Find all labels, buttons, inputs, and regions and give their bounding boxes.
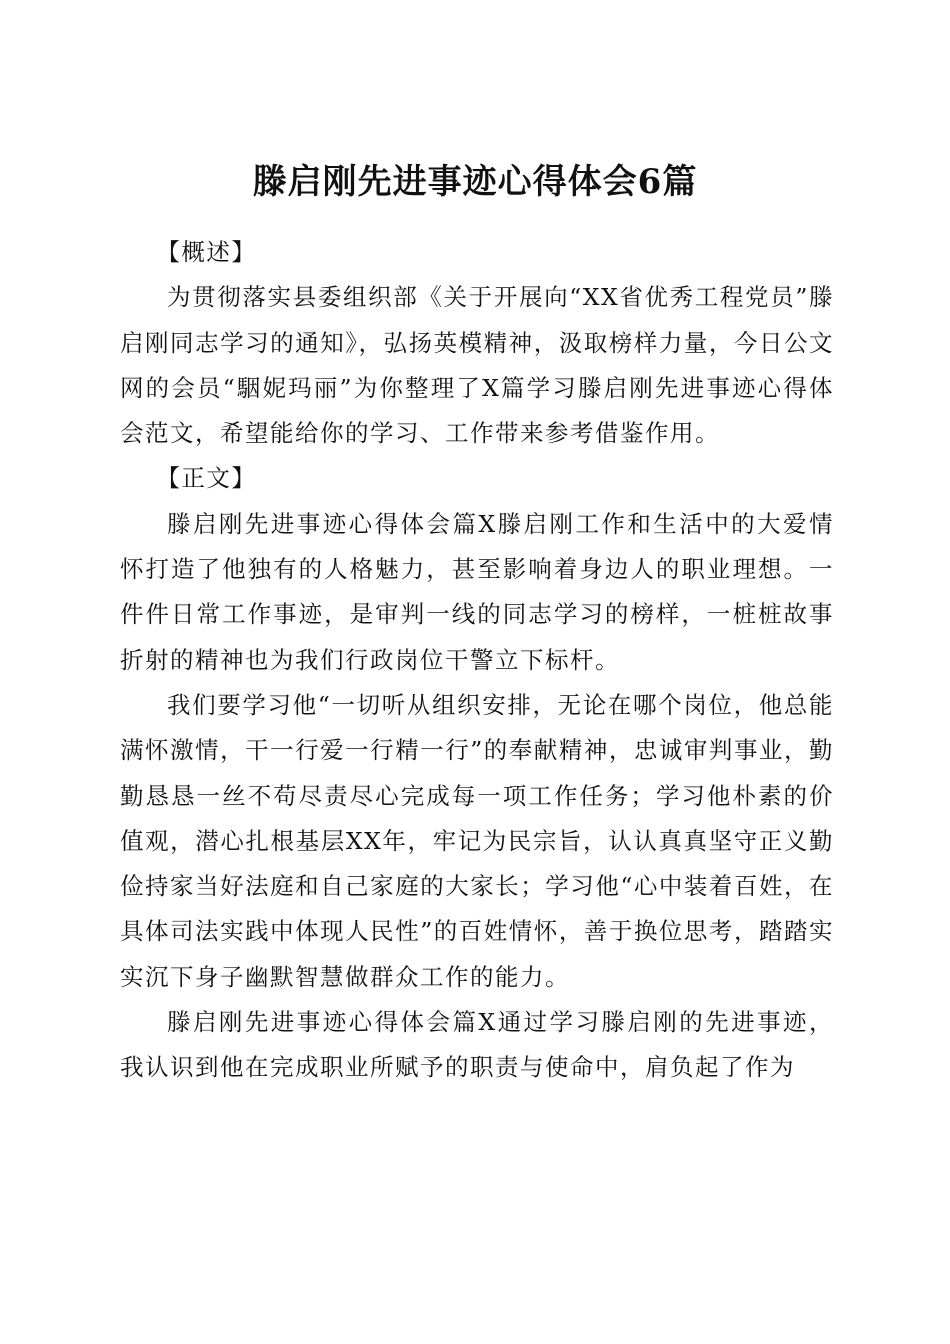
paragraph-article-1-continued: 我们要学习他“一切听从组织安排，无论在哪个岗位，他总能满怀激情，干一行爱一行精一行”的奉献精神，忠诚审判事业，勤勤恳恳一丝不苟尽责尽心完成每一项工作任务；学习他朴素的价值观，潜心扎根基层XX年，牢记为民宗旨，认认真真坚守正义勤俭持家当好法庭和自己家庭的大家长；学习他“心中装着百姓，在具体司法实践中体现人民性”的百姓情怀，善于换位思考，踏踏实实沉下身子幽默智慧做群众工作的能力。 bbox=[120, 690, 834, 991]
document-body bbox=[120, 230, 834, 1091]
paragraph-article-2: 滕启刚先进事迹心得体会篇X通过学习滕启刚的先进事迹，我认识到他在完成职业所赋予的职责与使命中，肩负起了作为 bbox=[120, 1008, 834, 1082]
section-heading-overview: 【概述】 bbox=[156, 238, 257, 266]
section-heading-main-text: 【正文】 bbox=[156, 464, 257, 493]
document-title: 滕启刚先进事迹心得体会6篇 bbox=[252, 161, 698, 202]
paragraph-overview: 为贯彻落实县委组织部《关于开展向“XX省优秀工程党员”滕启刚同志学习的通知》，弘扬英模精神，汲取榜样力量，今日公文网的会员“駰妮玛丽”为你整理了X篇学习滕启刚先进事迹心得体会范文，希望能给你的学习、工作带来参考借鉴作用。 bbox=[120, 283, 834, 448]
paragraph-article-1: 滕启刚先进事迹心得体会篇X滕启刚工作和生活中的大爱情怀打造了他独有的人格魅力，甚至影响着身边人的职业理想。一件件日常工作事迹，是审判一线的同志学习的榜样，一桩桩故事折射的精神也为我们行政岗位干警立下标杆。 bbox=[120, 509, 834, 674]
